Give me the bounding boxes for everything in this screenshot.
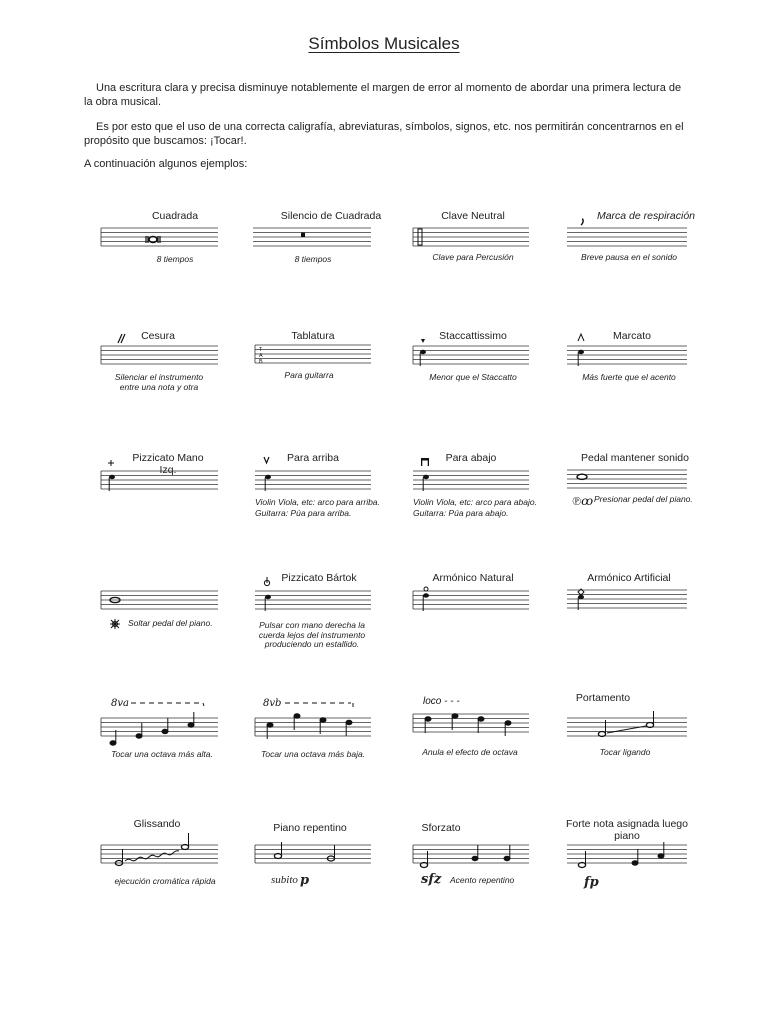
octava-baja-mark: 8vb [263, 698, 282, 709]
snap-pizzicato-icon [264, 577, 269, 586]
quarter-note-icon [423, 475, 429, 479]
symbol-title: Pizzicato Mano Izq. [132, 452, 204, 476]
symbol-title: Para arriba [287, 452, 339, 464]
symbol-desc: Presionar pedal del piano. [594, 494, 693, 504]
symbol-soltar-pedal [97, 572, 253, 692]
symbol-desc-line1: Violin Viola, etc: arco para arriba. [255, 497, 380, 507]
quarter-note-icon [578, 595, 584, 599]
symbol-octava-alta [97, 692, 253, 812]
symbol-title: Clave Neutral [441, 210, 505, 222]
symbol-cesura [97, 330, 253, 450]
symbol-marca-respiracion [567, 210, 723, 330]
symbol-desc: 8 tiempos [156, 254, 194, 264]
symbol-desc: Clave para Percusión [432, 252, 514, 262]
symbol-desc: Anula el efecto de octava [422, 747, 518, 757]
symbol-desc-line1: Violin Viola, etc: arco para abajo. [413, 497, 537, 507]
symbol-para-arriba [253, 452, 409, 572]
symbol-forte-piano [557, 818, 713, 938]
symbol-portamento [567, 692, 723, 812]
purpose-paragraph: Es por esto que el uso de una correcta caligrafía, abreviaturas, símbolos, signos, etc. nos permitirán concentrarnos en el propósito que buscamos: ¡Tocar!. [84, 121, 684, 147]
descending-notes-icon [267, 714, 352, 739]
symbol-desc: Más fuerte que el acento [582, 372, 676, 382]
pedal-release-icon [110, 619, 120, 629]
staccatissimo-wedge-icon [421, 339, 425, 343]
harmonic-circle-icon [424, 587, 428, 591]
symbol-desc: ejecución cromática rápida [114, 876, 216, 886]
symbol-desc: Breve pausa en el sonido [581, 252, 677, 262]
dynamic-sfz-mark: sfz [421, 872, 442, 887]
subito-mark: subito [271, 874, 298, 886]
symbol-sforzato [411, 818, 567, 938]
staff-forte-piano [557, 818, 717, 888]
breath-mark-icon [581, 219, 583, 225]
symbol-desc: Tocar una octava más alta. [111, 749, 213, 759]
symbol-title: Portamento [575, 692, 631, 704]
symbol-staccattissimo [411, 330, 567, 450]
breve-note-icon [146, 236, 160, 243]
quarter-note-icon [423, 593, 429, 597]
intro-paragraph: Una escritura clara y precisa disminuye notablemente el margen de error al momento de abordar una primera lectura de la obra musical. [84, 82, 682, 108]
symbol-title: Armónico Artificial [587, 572, 671, 584]
symbol-cuadrada [97, 210, 253, 330]
symbol-desc-line3: produciendo un estallido. [264, 639, 360, 649]
symbol-marcato [567, 330, 723, 450]
symbol-piano-repentino [253, 818, 409, 938]
svg-text:A: A [259, 353, 263, 359]
symbol-desc: Menor que el Staccatto [429, 372, 517, 382]
symbol-armonico-natural [411, 572, 567, 692]
symbol-desc-line1: Pulsar con mano derecha la [259, 620, 365, 630]
symbol-desc-line2: cuerda lejos del instrumento [258, 630, 366, 640]
symbol-tablatura [253, 330, 409, 450]
symbol-pedal [567, 452, 723, 572]
symbol-title: Pedal mantener sonido [581, 452, 689, 464]
staff-pizzicato-izq [97, 452, 257, 512]
symbol-clave-neutral [411, 210, 567, 330]
dynamic-fp-mark: fp [584, 875, 599, 890]
pedal-mark-icon: ℗ꝏ [572, 494, 594, 508]
symbol-silencio-cuadrada [253, 210, 409, 330]
marcato-icon [578, 334, 584, 341]
symbol-desc: Soltar pedal del piano. [128, 618, 213, 628]
symbol-title: Staccattissimo [439, 330, 507, 342]
symbol-title: Forte nota asignada luego piano [565, 818, 688, 842]
symbol-title: Tablatura [291, 330, 335, 342]
staff-armonico-artificial [567, 572, 727, 632]
up-bow-icon [264, 457, 269, 463]
staff-tablatura [253, 330, 413, 390]
plus-icon [108, 460, 114, 466]
symbol-pizzicato-bartok [253, 572, 409, 692]
quarter-note-icon [265, 475, 271, 479]
symbol-desc: Para guitarra [284, 370, 334, 380]
portamento-notes-icon [598, 711, 653, 737]
symbol-desc: 8 tiempos [294, 254, 332, 264]
quarter-note-icon [578, 350, 584, 354]
symbol-desc-line2: entre una nota y otra [119, 382, 199, 392]
svg-text:T: T [259, 347, 263, 353]
symbol-octava-baja [253, 692, 409, 812]
symbol-title: Armónico Natural [432, 572, 514, 584]
breve-rest-icon [301, 233, 305, 238]
symbol-title: Marca de respiración [596, 210, 696, 222]
descending-notes-icon [425, 714, 511, 736]
symbol-pizzicato-izq [97, 452, 253, 572]
symbol-title: Cesura [141, 330, 175, 342]
dynamic-p-mark: p [300, 873, 310, 888]
symbol-para-abajo [411, 452, 567, 572]
symbol-title: Para abajo [445, 452, 497, 464]
symbol-title: Pizzicato Bártok [281, 572, 357, 584]
page-title: Símbolos Musicales [308, 34, 460, 53]
symbol-title: Cuadrada [151, 210, 199, 222]
quarter-note-icon [265, 595, 271, 599]
symbol-desc-line1: Silenciar el instrumento [114, 372, 204, 382]
symbol-glissando [97, 818, 253, 938]
symbol-desc: Acento repentino [450, 875, 515, 885]
symbol-title: Glissando [133, 818, 181, 830]
forte-piano-notes-icon [578, 842, 664, 868]
examples-label: A continuación algunos ejemplos: [84, 158, 248, 170]
symbol-loco [411, 692, 567, 812]
svg-text:B: B [259, 359, 263, 365]
symbol-title: Marcato [613, 330, 651, 342]
symbol-title: Sforzato [421, 822, 461, 834]
staff-armonico-natural [411, 572, 571, 632]
sforzato-notes-icon [420, 845, 510, 868]
loco-mark: loco - - - [423, 696, 460, 707]
symbol-desc-line2: Guitarra: Púa para arriba. [255, 508, 352, 518]
quarter-note-icon [420, 350, 426, 354]
octava-alta-mark: 8va [111, 698, 129, 709]
ascending-notes-icon [110, 712, 194, 745]
caesura-icon [118, 334, 125, 343]
symbol-armonico-artificial [567, 572, 723, 692]
symbol-desc-line2: Guitarra: Púa para abajo. [413, 508, 509, 518]
quarter-note-icon [109, 475, 115, 479]
symbol-desc: Tocar una octava más baja. [260, 749, 366, 759]
down-bow-icon [421, 458, 429, 466]
symbol-desc: Tocar ligando [599, 747, 651, 757]
symbol-title: Silencio de Cuadrada [280, 210, 382, 222]
symbol-title: Piano repentino [273, 822, 347, 834]
